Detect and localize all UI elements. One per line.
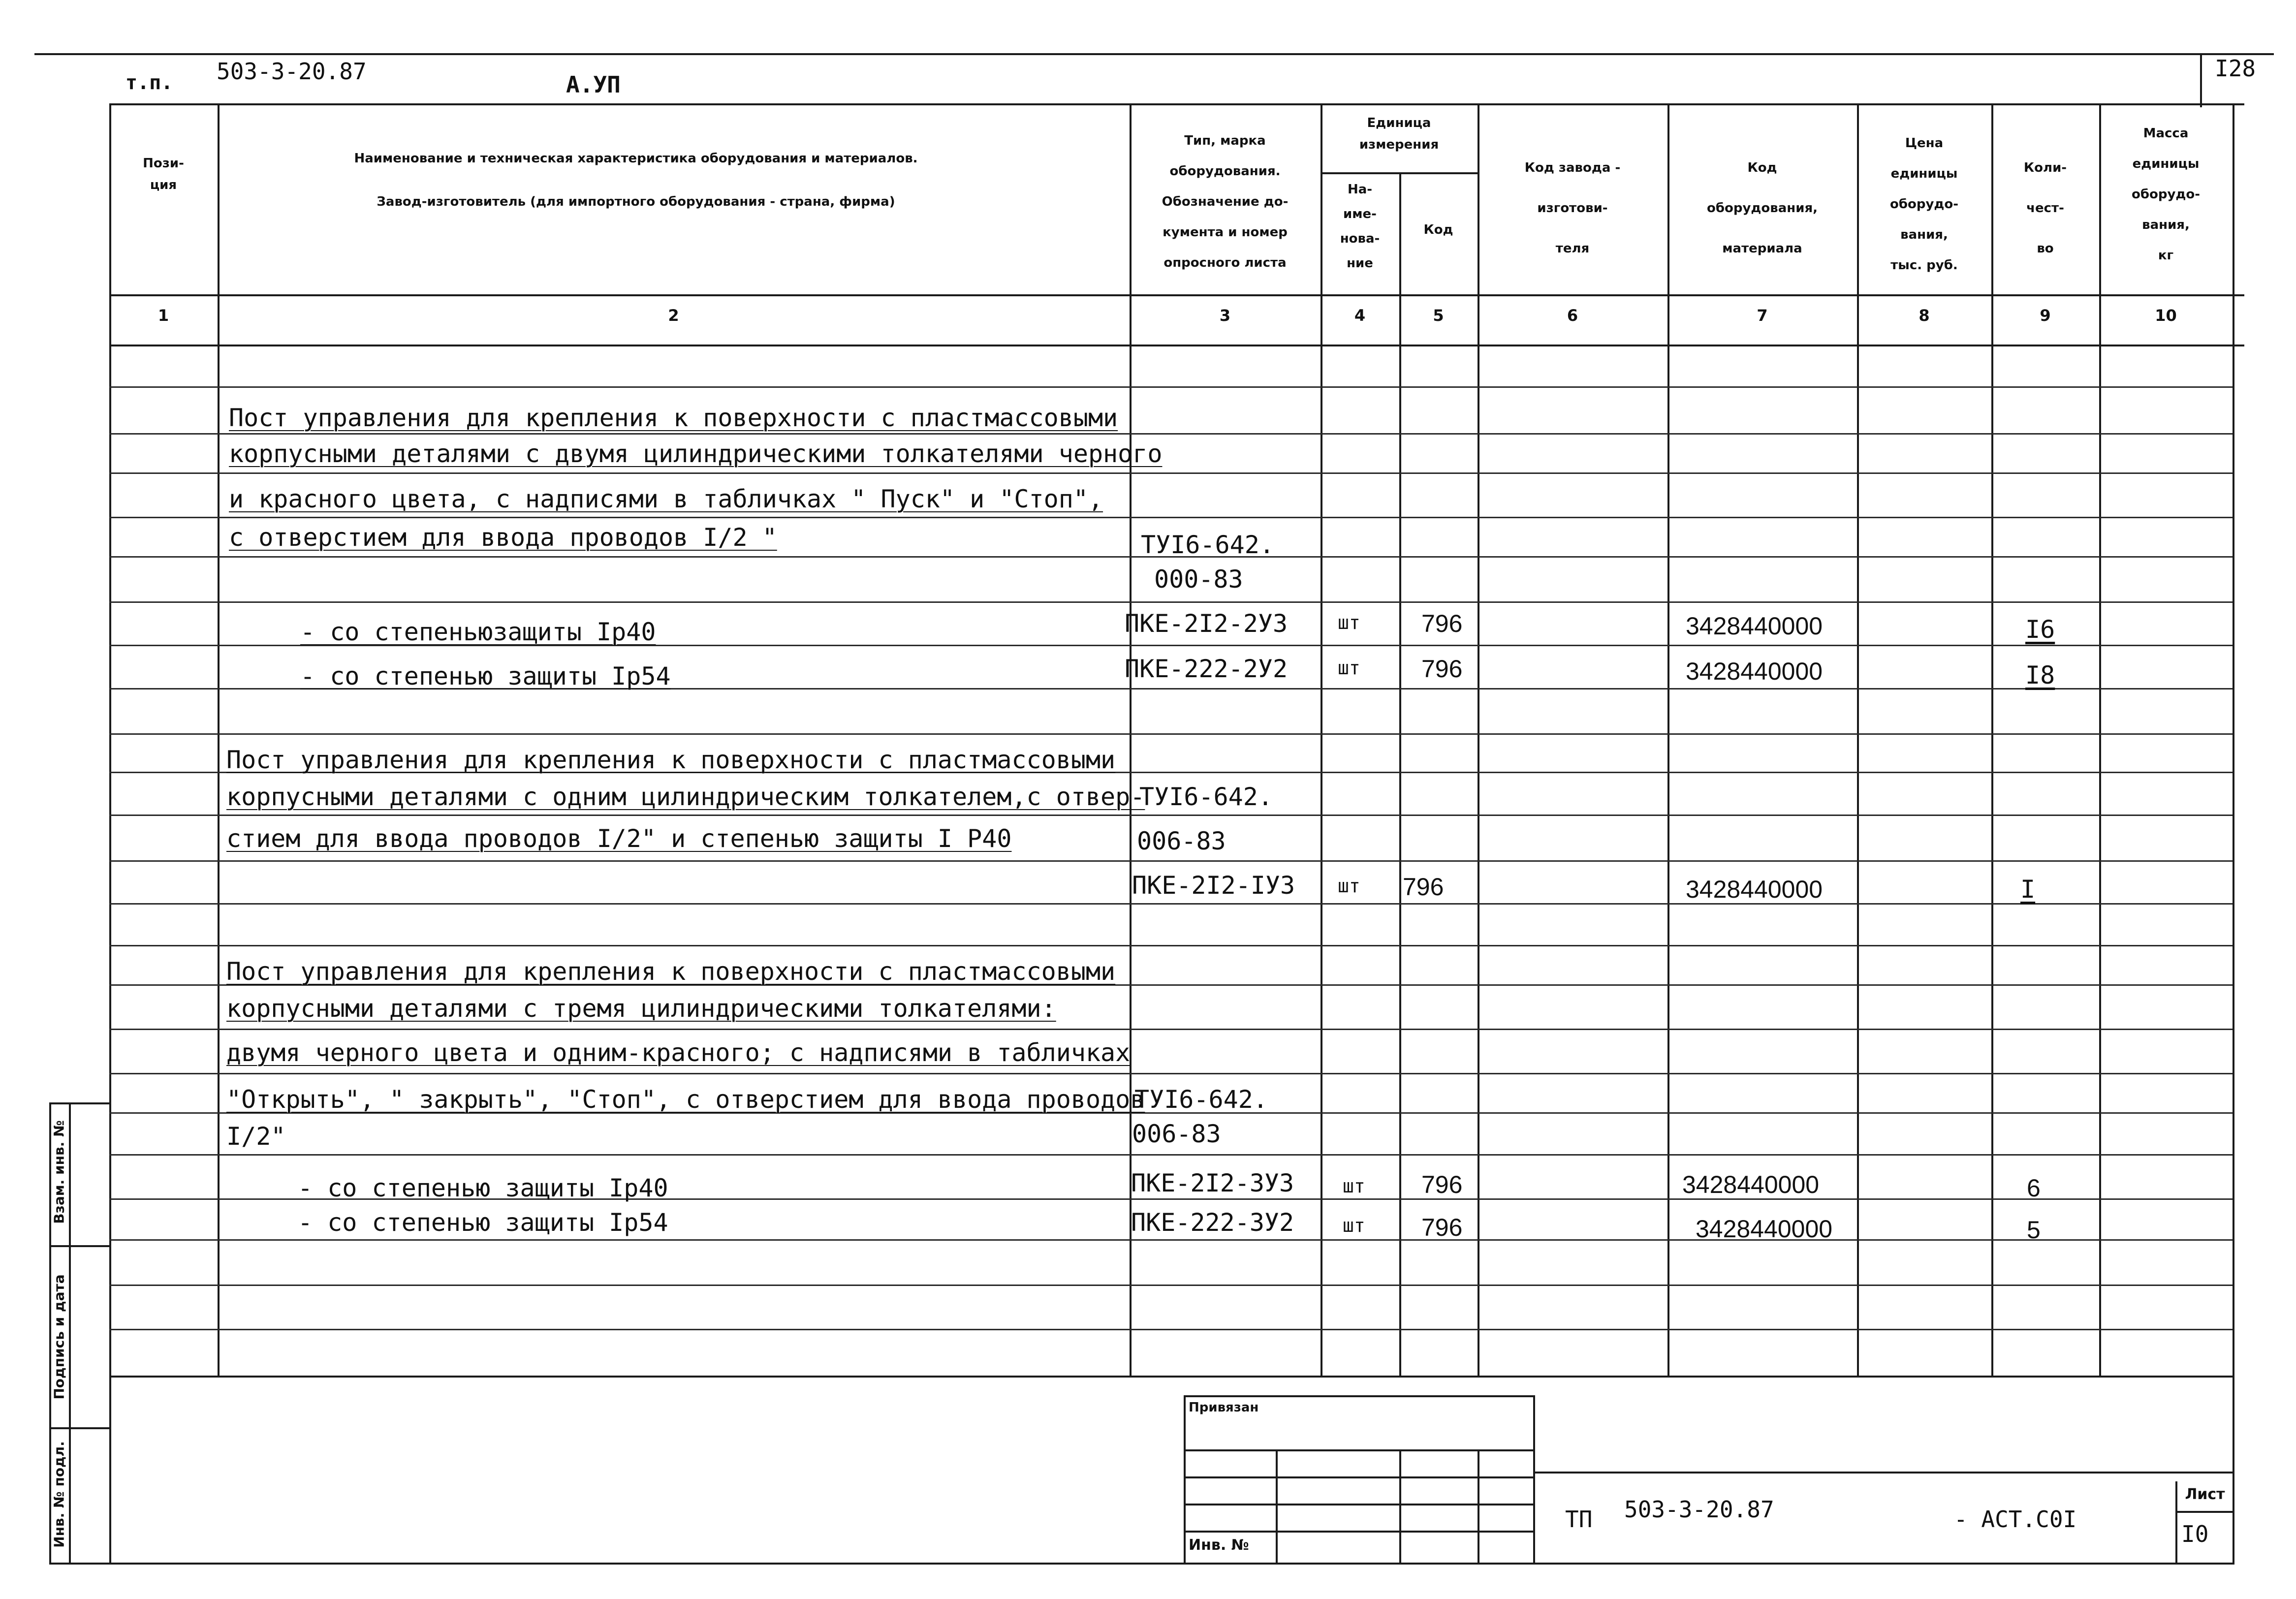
- row-14-name: двумя черного цвета и одним-красного; с надписями в табличках: [226, 1038, 1131, 1067]
- table-row-line: [109, 386, 2233, 388]
- table-row-line: [109, 601, 2233, 603]
- row-17-qty: 6: [2027, 1174, 2041, 1202]
- row-18-type: ПКЕ-222-3У2: [1131, 1208, 1294, 1237]
- col-header-unit-group: Единица измерения: [1359, 116, 1439, 152]
- top-border-line: [34, 53, 2274, 55]
- col-header-unit-code: Код: [1423, 222, 1453, 237]
- inv-no-label: Инв. №: [1189, 1536, 1249, 1554]
- col-number-8: 8: [1919, 306, 1930, 325]
- row-10-type: 006-83: [1137, 827, 1226, 855]
- col-number-3: 3: [1219, 306, 1231, 325]
- row-4-type: ТУI6-642.: [1141, 531, 1274, 559]
- page-number-divider: [2200, 53, 2202, 107]
- col-number-1: 1: [157, 306, 169, 325]
- doc-prefix: ТП: [1565, 1506, 1593, 1533]
- col-header-equip-code: Код оборудования, материала: [1706, 160, 1818, 256]
- album-label: А.УП: [566, 71, 621, 98]
- table-row-line: [109, 1154, 2233, 1156]
- col-number-9: 9: [2040, 306, 2051, 325]
- row-2-name: корпусными деталями с двумя цилиндрическими толкателями черного: [229, 439, 1163, 468]
- row-5-type: 000-83: [1154, 565, 1243, 594]
- col-header-unit-name: На- име- нова- ние: [1340, 182, 1380, 271]
- row-11-qty: I: [2020, 875, 2036, 904]
- row-15-type: ТУI6-642.: [1134, 1085, 1268, 1114]
- row-16-name: I/2": [226, 1122, 286, 1151]
- col-header-qty: Коли- чест- во: [2023, 160, 2067, 256]
- sheet-label: Лист: [2185, 1486, 2225, 1503]
- table-row-line: [109, 1285, 2233, 1286]
- table-row-line: [109, 472, 2233, 474]
- row-7-qty: I8: [2025, 661, 2055, 690]
- privyazan-label: Привязан: [1189, 1400, 1259, 1415]
- row-7-code: 796: [1421, 655, 1463, 683]
- table-row-line: [109, 733, 2233, 735]
- table-row-line: [109, 815, 2233, 816]
- sheet-number: I0: [2181, 1521, 2209, 1547]
- row-9-type: ТУI6-642.: [1139, 783, 1273, 811]
- row-10-name: стием для ввода проводов I/2" и степенью защиты I P40: [226, 824, 1012, 853]
- table-row-line: [109, 860, 2233, 862]
- row-6-unit: шт: [1338, 612, 1360, 633]
- row-17-equip-code: 3428440000: [1682, 1171, 1820, 1198]
- table-row-line: [109, 433, 2233, 435]
- row-11-unit: шт: [1338, 875, 1360, 897]
- row-17-name: - со степенью защиты Ip40: [298, 1174, 668, 1202]
- row-18-equip-code: 3428440000: [1696, 1215, 1833, 1243]
- table-row-line: [109, 1029, 2233, 1030]
- row-18-code: 796: [1421, 1214, 1463, 1241]
- row-15-name: "Открыть", " закрыть", "Стоп", с отверстием для ввода проводов: [226, 1085, 1145, 1114]
- row-11-equip-code: 3428440000: [1686, 876, 1823, 903]
- row-18-name: - со степенью защиты Ip54: [298, 1208, 668, 1237]
- row-7-name: - со степенью защиты Ip54: [300, 662, 671, 690]
- doc-suffix: - АСТ.С0I: [1954, 1506, 2077, 1533]
- row-11-type: ПКЕ-2I2-IУЗ: [1132, 871, 1295, 900]
- row-7-equip-code: 3428440000: [1686, 658, 1823, 685]
- tp-label: т.п.: [126, 71, 173, 94]
- row-6-equip-code: 3428440000: [1686, 612, 1823, 640]
- row-6-code: 796: [1421, 610, 1463, 637]
- row-7-unit: шт: [1338, 657, 1360, 679]
- row-17-type: ПКЕ-2I2-3УЗ: [1131, 1169, 1294, 1197]
- inv-no-podl-label: Инв. № подл.: [51, 1441, 67, 1548]
- col-number-5: 5: [1433, 306, 1444, 325]
- podpis-data-label: Подпись и дата: [51, 1274, 67, 1400]
- row-3-name: и красного цвета, с надписями в табличках " Пуск" и "Стоп",: [229, 485, 1103, 513]
- col-number-7: 7: [1757, 306, 1768, 325]
- row-11-code: 796: [1403, 873, 1444, 901]
- table-row-line: [109, 945, 2233, 946]
- row-1-name: Пост управления для крепления к поверхности с пластмассовыми: [229, 404, 1118, 432]
- row-18-unit: шт: [1343, 1215, 1365, 1236]
- table-row-line: [109, 1073, 2233, 1074]
- table-row-line: [109, 903, 2233, 905]
- row-6-name: - со степеньюзащиты Ip40: [300, 618, 656, 646]
- col-number-4: 4: [1354, 306, 1366, 325]
- row-8-name: Пост управления для крепления к поверхности с пластмассовыми: [226, 746, 1116, 774]
- col-header-mass: Масса единицы оборудо- вания, кг: [2131, 126, 2201, 263]
- row-18-qty: 5: [2027, 1216, 2041, 1244]
- row-16-type: 006-83: [1132, 1120, 1221, 1148]
- col-number-6: 6: [1567, 306, 1578, 325]
- col-header-type: Тип, марка оборудования. Обозначение до- кумента и номер опросного листа: [1162, 133, 1289, 270]
- table-row-line: [109, 1329, 2233, 1330]
- col-header-factory-code: Код завода - изготови- теля: [1524, 160, 1621, 256]
- row-17-unit: шт: [1343, 1175, 1365, 1197]
- row-6-type: ПКЕ-2I2-2УЗ: [1125, 609, 1288, 638]
- col-header-position: Пози- ция: [143, 156, 184, 192]
- row-4-name: с отверстием для ввода проводов I/2 ": [229, 523, 777, 552]
- row-9-name: корпусными деталями с одним цилиндрическим толкателем,с отвер-: [226, 783, 1145, 811]
- row-7-type: ПКЕ-222-2У2: [1125, 655, 1288, 683]
- row-17-code: 796: [1421, 1171, 1463, 1198]
- table-row-line: [109, 517, 2233, 518]
- row-13-name: корпусными деталями с тремя цилиндрическими толкателями:: [226, 994, 1056, 1023]
- row-6-qty: I6: [2025, 615, 2055, 644]
- vzam-inv-label: Взам. инв. №: [51, 1120, 67, 1224]
- table-row-line: [109, 1239, 2233, 1241]
- col-number-2: 2: [668, 306, 679, 325]
- col-number-10: 10: [2155, 306, 2177, 325]
- row-12-name: Пост управления для крепления к поверхности с пластмассовыми: [226, 957, 1116, 986]
- page-number: I28: [2215, 55, 2256, 82]
- header-doc-code: 503-3-20.87: [217, 58, 367, 85]
- doc-code: 503-3-20.87: [1624, 1496, 1774, 1523]
- col-header-price: Цена единицы оборудо- вания, тыс. руб.: [1889, 136, 1959, 273]
- col-header-name: Наименование и техническая характеристика оборудования и материалов. Завод-изготовитель (для импортного оборудования - страна, фирма): [354, 151, 918, 209]
